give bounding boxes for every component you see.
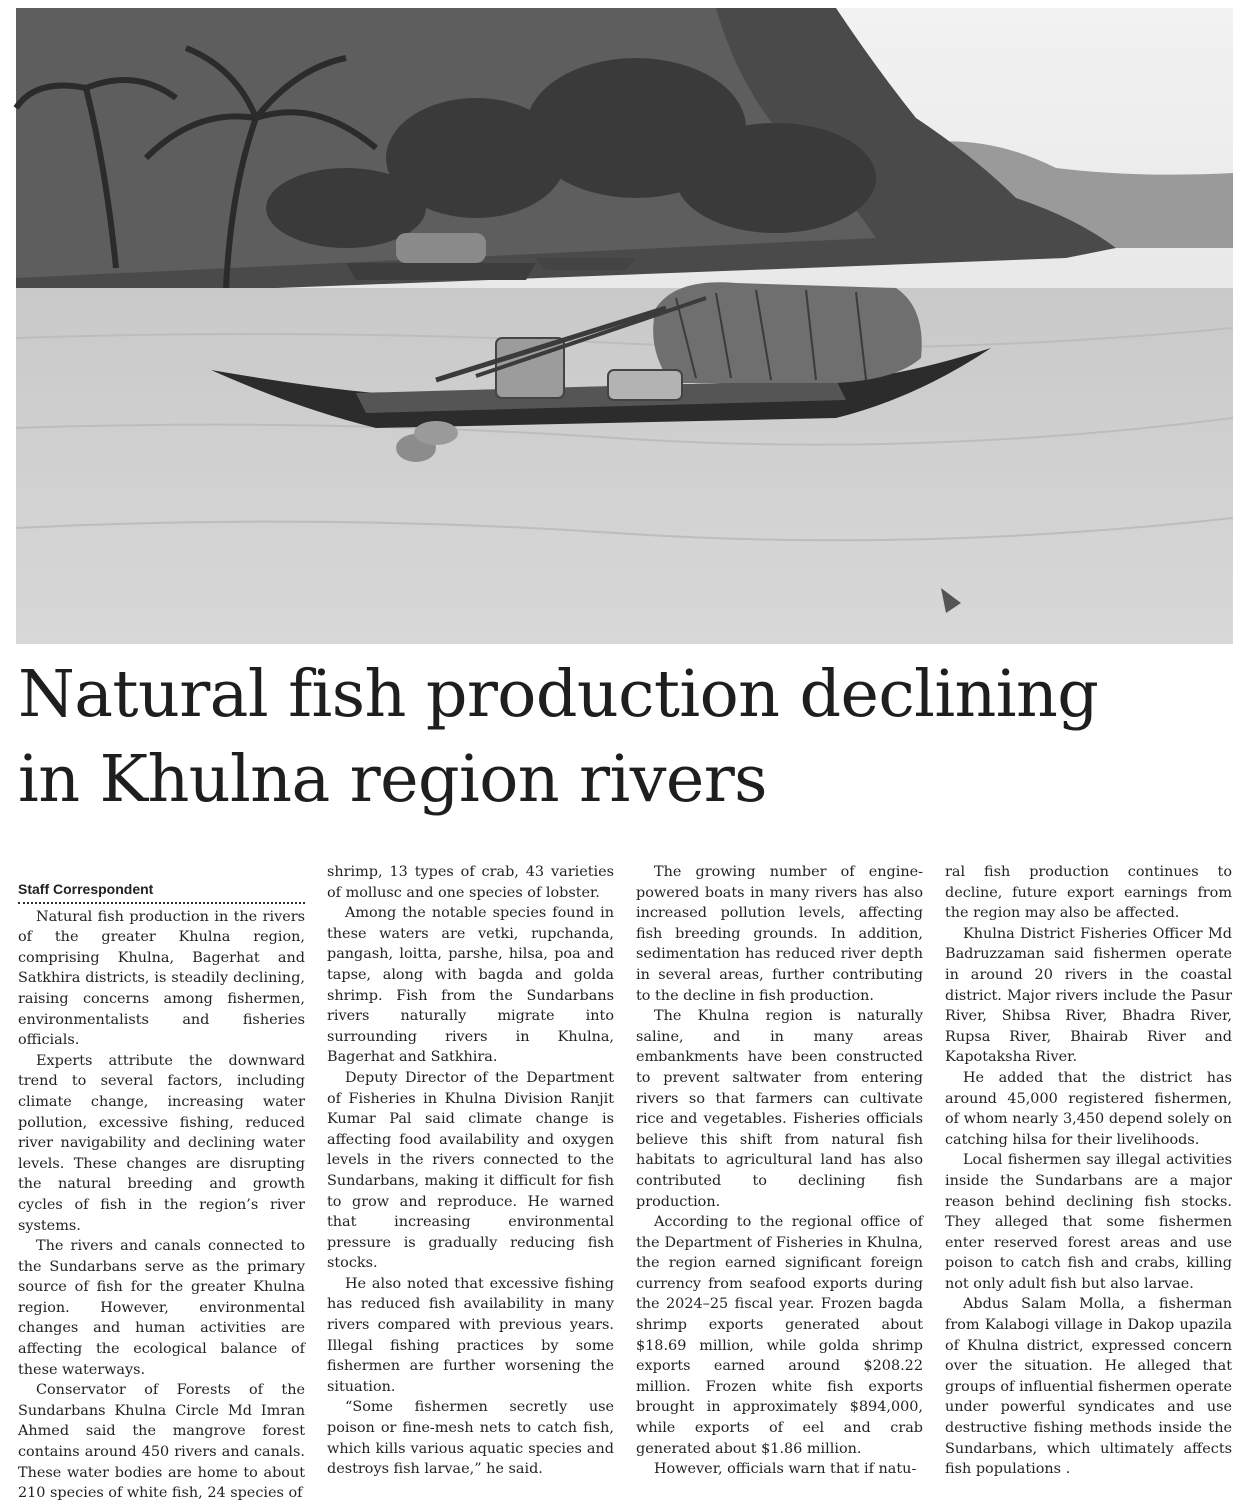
- column-3: [636, 862, 923, 1487]
- paragraph: According to the regional office of the Department of Fisheries in Khulna, the region earned significant foreign currency from seafood exports during the 2024–25 fiscal year. Frozen bagda shrimp exports generated about $18.69 million, while golda shrimp exports earned around $208.22 million. Frozen white fish exports brought in approximately $894,000, while exports of eel and crab generated about $1.86 million.: [636, 1214, 923, 1457]
- paragraph: He added that the district has around 45,000 registered fishermen, of whom nearly 3,450 depend solely on catching hilsa for their livelihoods.: [945, 1069, 1232, 1148]
- paragraph: Local fishermen say illegal activities inside the Sundarbans are a major reason behind declining fish stocks. They alleged that some fishermen enter reserved forest areas and use poison to catch fish and crabs, killing not only adult fish but also larvae.: [945, 1152, 1232, 1292]
- paragraph: He also noted that excessive fishing has reduced fish availability in many rivers compared with previous years. Illegal fishing practices by some fishermen are further worsening the situation.: [327, 1275, 614, 1395]
- paragraph: Natural fish production in the rivers of the greater Khulna region, comprising Khulna, Bagerhat and Satkhira districts, is steadily declining, raising concerns among fishermen, environmentalists and fisheries officials.: [18, 908, 305, 1049]
- paragraph-continued: ral fish production continues to decline, future export earnings from the region may also be affected.: [945, 864, 1232, 922]
- paragraph: The growing number of engine-powered boats in many rivers has also increased pollution levels, affecting fish breeding grounds. In addition, sedimentation has reduced river depth in several areas, further contributing to the decline in fish production.: [636, 864, 923, 1004]
- column-4: [945, 862, 1232, 1487]
- column-1: [18, 862, 305, 1502]
- paragraph: Among the notable species found in these waters are vetki, rupchanda, pangash, loitta, parshe, hilsa, poa and tapse, along with bagda and golda shrimp. Fish from the Sundarbans rivers naturally migrate into surrounding rivers in Khulna, Bagerhat and Satkhira.: [327, 905, 614, 1066]
- paragraph: However, officials warn that if natu-: [654, 1461, 917, 1478]
- article-body: [18, 862, 1234, 1502]
- paragraph-continued: shrimp, 13 types of crab, 43 varieties of mollusc and one species of lobster.: [327, 864, 614, 901]
- paragraph: Abdus Salam Molla, a fisherman from Kalabogi village in Dakop upazila of Khulna district, expressed concern over the situation. He alleged that groups of influential fishermen operate under powerful syndicates and use destructive fishing methods inside the Sundarbans, which ultimately affects fish populations .: [945, 1296, 1232, 1478]
- paragraph: The rivers and canals connected to the Sundarbans serve as the primary source of fish for the greater Khulna region. However, environmental changes and human activities are affecting the ecological balance of these waterways.: [18, 1238, 305, 1378]
- headline: [18, 652, 1228, 822]
- column-2: [327, 862, 614, 1487]
- article-photo: [16, 8, 1233, 644]
- paragraph: Deputy Director of the Department of Fisheries in Khulna Division Ranjit Kumar Pal said climate change is affecting food availability and oxygen levels in the rivers connected to the Sundarbans, making it difficult for fish to grow and reproduce. He warned that increasing environmental pressure is gradually reducing fish stocks.: [327, 1069, 614, 1272]
- river-boat-photo-icon: [16, 8, 1233, 644]
- quote-paragraph: “Some fishermen secretly use poison or fine-mesh nets to catch fish, which kills various aquatic species and destroys fish larvae,” he said.: [327, 1399, 614, 1478]
- headline-line-2: in Khulna region rivers: [18, 742, 767, 817]
- byline: Staff Correspondent: [18, 879, 305, 904]
- paragraph: The Khulna region is naturally saline, and in many areas embankments have been constructed to prevent saltwater from entering rivers so that farmers can cultivate rice and vegetables. Fisheries officials believe this shift from natural fish habitats to agricultural land has also contributed to declining fish production.: [636, 1008, 923, 1210]
- paragraph: Experts attribute the downward trend to several factors, including climate change, increasing water pollution, excessive fishing, reduced river navigability and declining water levels. These changes are disrupting the natural breeding and growth cycles of fish in the region’s river systems.: [18, 1052, 305, 1234]
- paragraph: Conservator of Forests of the Sundarbans Khulna Circle Md Imran Ahmed said the mangrove forest contains around 450 rivers and canals. These water bodies are home to about 210 species of white fish, 24 species of: [18, 1382, 305, 1502]
- paragraph: Khulna District Fisheries Officer Md Badruzzaman said fishermen operate in around 20 rivers in the coastal district. Major rivers include the Pasur River, Shibsa River, Bhadra River, Rupsa River, Bhairab River and Kapotaksha River.: [945, 925, 1232, 1066]
- headline-line-1: Natural fish production declining: [18, 657, 1099, 732]
